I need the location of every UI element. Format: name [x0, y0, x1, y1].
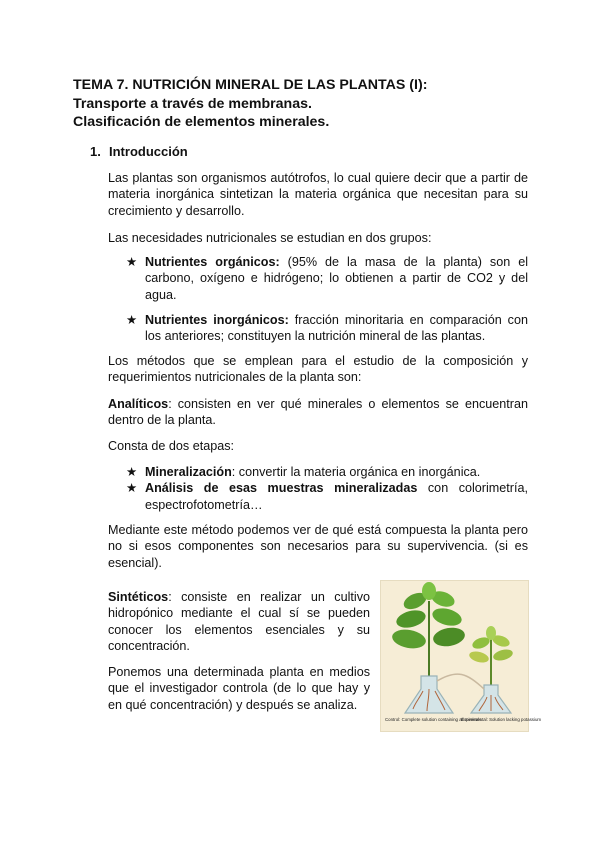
item-text: : convertir la materia orgánica en inorgánica.	[231, 465, 481, 479]
analytic-paragraph	[108, 396, 528, 429]
methods-conclusion: Mediante este método podemos ver de qué está compuesta la planta pero no si esos componentes son necesarios para su supervivencia. (si es esencial).	[108, 523, 528, 570]
star-bullet-icon: ★	[126, 255, 138, 269]
synthetic-label: Sintéticos	[108, 590, 169, 604]
intro-paragraph-1: Las plantas son organismos autótrofos, lo cual quiere decir que a partir de materia inorgánica sintetizan la materia orgánica que necesitan para su crecimiento y desarrollo.	[108, 171, 528, 218]
stages-list	[126, 464, 528, 513]
item-bold: Nutrientes inorgánicos:	[145, 312, 289, 327]
figure-caption-right: Experimental: Solution lacking potassium	[461, 717, 542, 722]
healthy-plant-icon	[391, 582, 467, 676]
synthetic-text: : consiste en realizar un cultivo hidropónico mediante el cual sí se pueden conocer los elementos esenciales y su concentración.	[108, 590, 370, 653]
hydroponic-illustration	[381, 581, 542, 731]
page-title	[73, 76, 427, 132]
item-text: fracción minoritaria en comparación con los anteriores; constituyen la nutrición mineral de las plantas.	[145, 312, 528, 344]
item-bold: Nutrientes orgánicos:	[145, 255, 280, 269]
intro-paragraph-2: Las necesidades nutricionales se estudian en dos grupos:	[108, 231, 432, 245]
figure-caption-left: Control: Complete solution containing all minerals	[385, 717, 482, 722]
item-bold: Análisis de esas muestras mineralizadas	[145, 481, 418, 496]
item-text: con colorimetría, espectrofotometría…	[145, 481, 528, 512]
section-heading	[90, 144, 188, 159]
methods-intro: Los métodos que se emplean para el estudio de la composición y requerimientos nutricionales de la planta son:	[108, 354, 528, 385]
deficient-plant-icon	[468, 626, 514, 685]
analytic-label: Analíticos	[108, 397, 169, 411]
synthetic-paragraph-2: Ponemos una determinada planta en medios que el investigador controla (de lo que hay y en qué concentración) y después se analiza.	[108, 665, 370, 712]
analytic-text: : consisten en ver qué minerales o elementos se encuentran dentro de la planta.	[108, 397, 528, 428]
synthetic-paragraph	[108, 589, 370, 654]
star-bullet-icon: ★	[126, 465, 138, 479]
nutrient-list	[126, 254, 528, 344]
list-item	[126, 480, 528, 513]
flask-icon	[471, 685, 511, 713]
list-item	[126, 254, 528, 303]
item-text: (95% de la masa de la planta) son el carbono, oxígeno e hidrógeno; lo obtienen a partir de CO2 y del agua.	[145, 255, 529, 302]
section-number: 1.	[90, 144, 101, 159]
flask-icon	[405, 676, 453, 713]
list-item	[126, 464, 528, 480]
title-line-3: Clasificación de elementos minerales.	[73, 114, 330, 130]
section-title: Introducción	[109, 144, 188, 159]
star-bullet-icon: ★	[126, 312, 138, 327]
stages-intro: Consta de dos etapas:	[108, 439, 235, 453]
title-line-1: TEMA 7. NUTRICIÓN MINERAL DE LAS PLANTAS (I):	[73, 77, 428, 93]
hydroponic-figure	[380, 580, 542, 732]
item-bold: Mineralización	[145, 465, 232, 479]
title-line-2: Transporte a través de membranas.	[73, 95, 312, 112]
list-item	[126, 312, 528, 345]
star-bullet-icon: ★	[126, 481, 138, 496]
